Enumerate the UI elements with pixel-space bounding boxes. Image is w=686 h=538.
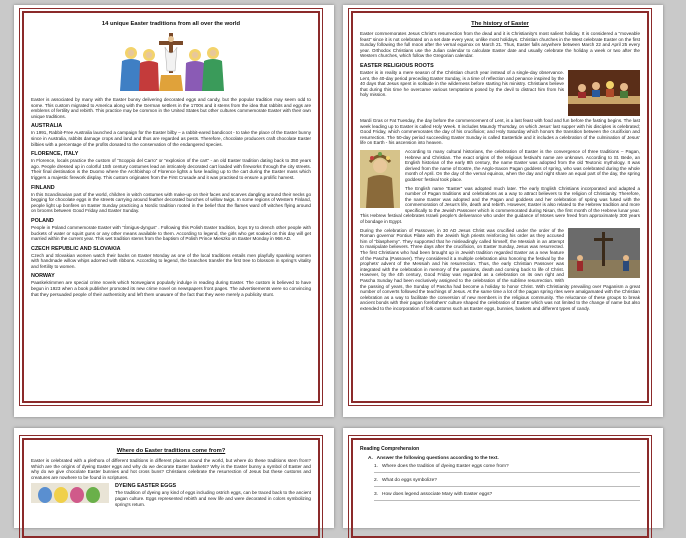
religious-roots-p2: Mardi Gras or Fat Tuesday, the day before the commencement of Lent, is a last feast with food and fun before the fasting begins. The last week leading up to Easter is called Holy Week. It includes Maundy Thursday, on which Jesus’ last supper with his disciples is celebrated; Good Friday, which commemorates the day of his crucifixion; and Holy Saturday which honors the transition between the crucifixion and resurrection. The 50-day period succeeding Easter Sunday is called Eastertide and it includes a celebration of the culmination of Jesus’ life on Earth - his ascension into heaven. [360, 117, 640, 146]
page-2-intro: Easter commemorates Jesus Christ’s resurrection from the dead and it is Christianity’s most salient holiday. It is considered a “moveable feast” since it is not celebrated on a set date every year, unlike most holidays. Christian churches in the West celebrate Easter on the first Sunday following the full moon after the vernal equinox on March 21. Thus, Easter falls anywhere between March 22 and April 25 every year. Orthodox Christians use the Julian calendar to calculate Easter date and usually celebrate the holiday a week or two after the Western churches, which follow the Gregorian calendar. [360, 31, 640, 59]
page-3 [14, 428, 334, 528]
page-1-frame [22, 11, 320, 403]
page-1-title: 14 unique Easter traditions from all over the world [101, 21, 241, 27]
origins-p4: The English name “Easter” was adopted much later. The early English Christians incorporated and adapted a number of Pagan traditions and celebrations as a way to attract believers to the religion of Christianity. Therefore, the name Easter was adopted and the Pagan and goddess and her celebration of spring was fused with the commemoration of Jesus’s life, death and rebirth. However, Easter is also related to the Hebrew tradition and more specifically to the Jewish Passover which is commemorated during Nisan, the first month of the Hebrew lunar year. This Hebrew festival celebrates Israeli people’s deliverance who under the guidance of Moses were freed from approximately 300 years of bondage in Egypt. [360, 185, 640, 225]
section-text-norway: Paaskekrimmen are special crime novels which Norwegians popularly indulge in reading during Easter. The custom is believed to have begun in 1923 when a book publisher promoted its new crime novel on newspapers front pages. The advertisements were so convincing that they persuaded people of their authenticity and left them unaware of the fact that they were merely a publicity stunt. [31, 280, 311, 297]
question-1 [374, 464, 640, 470]
section-text-florence: In Florence, locals practice the custom of “Scoppio del Carro” or “explosion of the cart” - an old Easter tradition dating back to 350 years ago. People dressed up in colorful 15th century costumes lead an intricately decorated cart loaded with fireworks through the city streets. Their final destination is the Duomo where the Archbishop of Florence lights a fuse leading up to the cart during the Easter mass which triggers a majestic firework display. This custom originates from the First Crusade and it was practised to ensure a prolific harvest. [31, 158, 311, 180]
easter-saints-illustration [111, 31, 231, 93]
question-number: 3. [374, 492, 379, 497]
origins-p3: According to many cultural historians, the celebration of Easter is the convergence of three traditions – Pagan, Hebrew and Christian. The exact origins of the religious festival’s name are unknown. According to St. Bede, an English historian of the early 8th century, the name Easter was adopted from the old Teutonic mythology. It was derived from the name of Eostre, the Anglo-Saxon Pagan goddess of spring, who was celebrated during the whole month of April. On the day of the vernal equinox, when the day and night share an equal part of the day, the spring goddess’ festival took place. [405, 148, 640, 182]
section-heading-florence: FLORENCE, ITALY [31, 151, 79, 158]
dyeing-eggs-heading: DYEING EASTER EGGS [115, 483, 177, 490]
section-text-poland: People in Poland commemorate Easter with “Śmigus-dyngus” . Following this Polish Easter tradition, boys try to drench other people with buckets of water or squirt guns or any other means available to them. According to legend, the girls who get soaked on this day will get married within the current year. This wet tradition stems from the baptism of Polish Prince Mieszko on Easter Monday in 966 AD. [31, 224, 311, 242]
page-4-title: Reading Comprehension [360, 446, 420, 452]
religious-roots-heading: EASTER RELIGIOUS ROOTS [360, 62, 434, 69]
section-heading-australia: AUSTRALIA [31, 123, 63, 130]
question-text: How does legend associate Mary with Easter eggs? [382, 492, 493, 497]
page-3-title: Where do Easter traditions come from? [116, 448, 226, 454]
page-3-intro: Easter is celebrated with a plethora of different traditions in different places around the world, but where do these traditions stem from? Which are the origins of dyeing Easter eggs and why do we decorate Easter baskets? Why is the Easter bunny a symbol of Easter and why do we give chocolate Easter bunnies and hot cross buns? Christians celebrate the resurrection of Jesus but these customs and creatures are nowhere to be found in scriptures. [31, 458, 311, 480]
instruction [368, 456, 640, 462]
page-2 [343, 5, 663, 417]
page-2-frame [351, 11, 649, 403]
section-text-australia: In 1991, Rabbit-Free Australia launched a campaign for the Easter bilby – a rabbit-eared bandicoot - to take the place of the Easter bunny since in Australia, rabbits damage crops and land and thus are regarded as pests. Therefore, chocolate producers craft chocolate Easter bilbies with a percentage of the profits donated to the conservation of the endangered species. [31, 130, 311, 147]
instruction-text: Answer the following questions according to the text. [376, 456, 499, 461]
page-1-sections [31, 123, 311, 297]
crucifixion-painting-image [568, 228, 640, 278]
page-3-frame [22, 438, 320, 538]
religious-roots-p1: Easter is in reality a mere season of the Christian church year instead of a single-day observance. Lent, the 40-day period preceding Easter Sunday, is a time of reflection and penance inspired by the 40 days that Jesus spent in solitude in the wilderness before starting his ministry. Christians believe that during this time he overcame various temptations posed by the devil to distract him from his holy mission. [360, 69, 564, 98]
supper-painting-image [568, 70, 640, 116]
answer-line-1[interactable] [374, 472, 640, 473]
origins-p5: During the celebration of Passover, in 30 AD Jesus Christ was crucified under the order of the Roman governor Pontius Pilate with the Jewish high priests reinforcing his order as they accused him of “blasphemy”. They supported that he misleadingly called himself, the Messiah in an attempt to manipulate believers. Three days after the crucifixion, on Easter Sunday, Jesus was resurrected. The first Christians who had been brought up in Jewish tradition regarded Easter as a new feature of the Pascha (Passover). They considered it a multiple celebration also honoring the festival by the prophets’ advent of the Messiah and his resurrection. Thus, the early Christian Passover was integrated with the celebration in memory of the passions, death and coming back to life of Christ. However, by the 4th century, Good Friday was regarded as a celebration on its own right and Pascha Sunday had been exclusively assigned to the celebration of the sublime resurrection. With the passing of years, the Sunday of Pascha had become a holiday to honor Christ. With Christianity prevailing over Paganism a great number of converts followed the teachings of Jesus. At the same time a lot of the pagan spring rites were amalgamated with the Christian celebration as a way to facilitate the conversion of new members in the religious community. The reluctance of these groups to break ancient bonds with their pagan forefathers’ culture shaped the celebration of Easter which was not limited to the change of name but also extended to the incorporation of folk customs such as Easter eggs, bunnies, baskets and different types of candy. [360, 227, 640, 311]
section-heading-poland: POLAND [31, 217, 54, 224]
section-text-finland: In this Scandinavian part of the world, children in witch costumes with make-up on their faces and scarves dangling around their necks go begging for chocolate eggs in the streets carrying around feather decorated bunches of willow twigs. In some regions of Western Finland, people light up bonfires on Easter Sunday practicing a Nordic tradition rooted in the belief that the flames ward off witches flying around on brooms between Good Friday and Easter Sunday. [31, 191, 311, 214]
answer-line-2[interactable] [374, 486, 640, 487]
question-text: What do eggs symbolize? [382, 478, 437, 483]
section-text-czech-slovakia: Czech and Slovakian women watch their backs on Easter Monday as one of the local traditions entails men playfully spanking women with handmade willow whips adorned with ribbons. According to legend, the branches transfer the first tree to blossom in spring’s vitality and fertility to women. [31, 252, 311, 269]
answer-line-3[interactable] [374, 500, 640, 501]
page-4 [343, 428, 663, 528]
question-number: 1. [374, 464, 379, 469]
question-number: 2. [374, 478, 379, 483]
dyeing-eggs-text: The tradition of dyeing any kind of eggs including ostrich eggs, can be traced back to the ancient pagan culture. Eggs represented rebirth and new life and were decorated in colors symbolizing spring's return. [115, 490, 311, 507]
spring-goddess-image [360, 150, 400, 208]
page-1 [14, 5, 334, 417]
question-text: Where does the tradition of dyeing Easter eggs come from? [382, 464, 509, 469]
section-heading-norway: NORWAY [31, 273, 55, 280]
question-3 [374, 492, 640, 498]
page-2-title: The history of Easter [471, 21, 529, 27]
section-heading-czech-slovakia: CZECH REPUBLIC AND SLOVAKIA [31, 245, 121, 252]
question-2 [374, 478, 640, 484]
dyed-eggs-image [31, 483, 109, 503]
page-4-frame [351, 438, 649, 538]
instruction-label: A. [368, 456, 373, 461]
page-1-intro: Easter is associated by many with the Easter bunny delivering decorated eggs and candy, but the popular tradition may seem odd to some. This custom migrated to America along with the German settlers in the 1700s and it stems from the idea that rabbits and eggs are emblems of fertility and rebirth. This practice may be common in the United States but other cultures commemorate Easter with their own unique traditions. [31, 97, 311, 119]
section-heading-finland: FINLAND [31, 184, 55, 191]
